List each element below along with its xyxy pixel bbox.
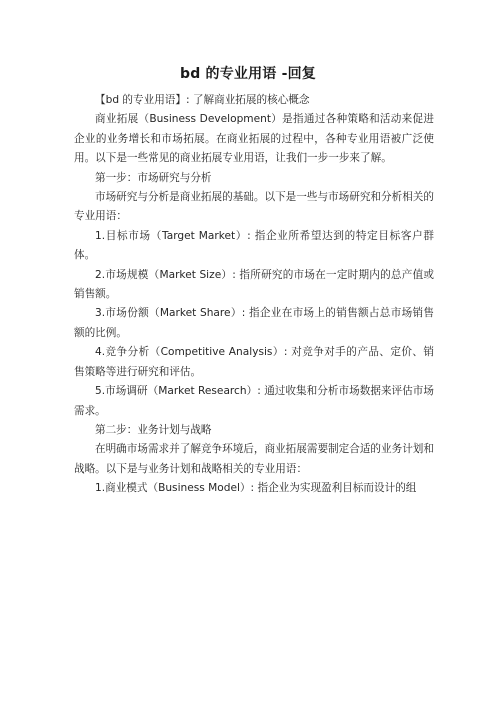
paragraph-market-research-intro: 市场研究与分析是商业拓展的基础。以下是一些与市场研究和分析相关的专业用语： — [74, 191, 434, 223]
list-item-target-market: 1.目标市场（Target Market）: 指企业所希望达到的特定目标客户群体。 — [74, 229, 434, 262]
document-body — [74, 91, 434, 499]
paragraph-overview: 商业拓展（Business Development）是指通过各种策略和活动来促进企业的业务增长和市场拓展。在商业拓展的过程中，各种专业用语被广泛使用。以下是一些常见的商业拓展专业用语，让我们一步一步来了解。 — [74, 113, 434, 165]
paragraph-intro-heading: 【bd 的专业用语】: 了解商业拓展的核心概念 — [95, 94, 310, 106]
paragraph-business-plan-intro: 在明确市场需求并了解竞争环境后，商业拓展需要制定合适的业务计划和战略。以下是与业务计划和战略相关的专业用语： — [74, 443, 434, 475]
list-item-business-model: 1.商业模式（Business Model）: 指企业为实现盈利目标而设计的组 — [95, 482, 417, 495]
list-item-market-share: 3.市场份额（Market Share）: 指企业在市场上的销售额占总市场销售额的比例。 — [74, 307, 434, 339]
list-item-competitive-analysis: 4.竞争分析（Competitive Analysis）: 对竞争对手的产品、定价、销售策略等进行研究和评估。 — [74, 346, 434, 378]
list-item-market-size: 2.市场规模（Market Size）: 指所研究的市场在一定时期内的总产值或销售额。 — [74, 268, 434, 301]
list-item-market-research: 5.市场调研（Market Research）: 通过收集和分析市场数据来评估市场需求。 — [74, 385, 434, 417]
section-heading-step-2: 第二步：业务计划与战略 — [95, 423, 212, 436]
document-title: bd 的专业用语 -回复 — [179, 66, 316, 82]
section-heading-step-1: 第一步：市场研究与分析 — [95, 171, 212, 184]
